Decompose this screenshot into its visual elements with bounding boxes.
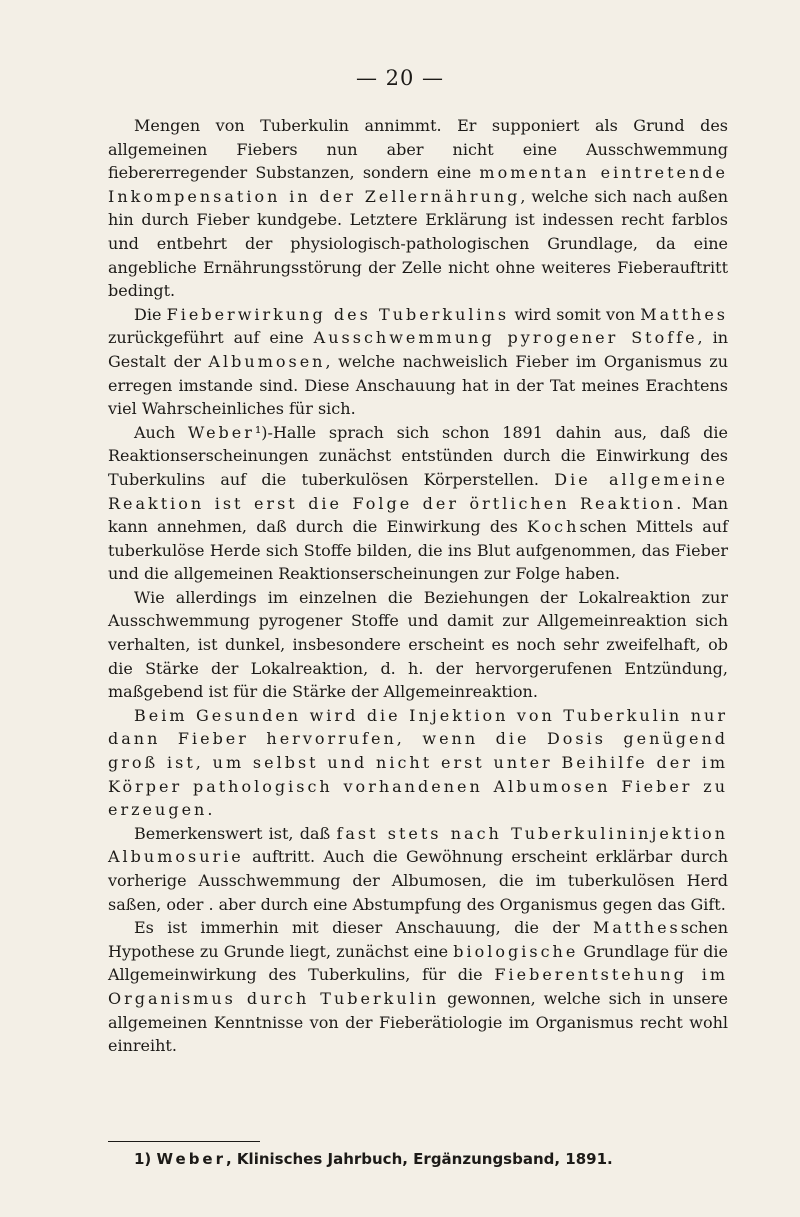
- text-run: , in Gestalt der: [108, 328, 728, 371]
- spaced-emphasis: Fieberentstehung im Organismus durch Tuberkulin: [108, 965, 728, 1008]
- text-run: 1): [134, 1150, 157, 1168]
- text-run: schen Mittels auf tuberkulöse Herde sich Stoffe bilden, die ins Blut aufgenommen, das Fieber und die allgemeinen Reaktionserscheinungen zur Folge haben.: [108, 517, 729, 584]
- spaced-emphasis: Weber: [156, 1150, 227, 1168]
- spaced-emphasis: momentan eintretende Inkompensation in der Zellernährung: [108, 163, 728, 206]
- spaced-emphasis: Matthes: [640, 304, 729, 324]
- text-run: zurückgeführt auf eine: [108, 328, 314, 348]
- paragraph: [108, 822, 728, 916]
- text-run: , welche sich nach außen hin durch Fieber kundgebe. Letztere Erklärung ist indessen recht farblos und entbehrt der physiologisch-pathologischen Grundlage, da eine angebliche Ernährungsstörung der Zelle nicht ohne weiteres Fieberauftritt bedingt.: [108, 186, 729, 301]
- text-run: Man kann annehmen, daß durch die Einwirkung des: [108, 493, 729, 537]
- text-run: , welche nachweislich Fieber im Organismus zu erregen imstande sind. Diese Anschauung hat in der Tat meines Erachtens viel Wahrscheinliches für sich.: [108, 351, 728, 419]
- page-number: — 20 —: [355, 66, 445, 90]
- spaced-emphasis: Albumosen: [208, 351, 326, 371]
- paragraph: [108, 916, 728, 1058]
- spaced-emphasis: Koch: [527, 517, 580, 537]
- text-run: Wie allerdings im einzelnen die Beziehungen der Lokalreaktion zur Ausschwemmung pyrogener Stoffe und damit zur Allgemeinreaktion sich verhalten, ist dunkel, insbesondere erscheint es noch sehr zweifelhaft, ob die Stärke der Lokalreaktion, d. h. der hervorgerufenen Entzündung, maßgebend ist für die Stärke der Allgemeinreaktion.: [108, 587, 728, 702]
- body-text: [108, 114, 728, 1058]
- text-run: Mengen von Tuberkulin annimmt. Er supponiert als Grund des allgemeinen Fiebers nun aber nicht eine Ausschwemmung fiebererregender Substanzen, sondern eine: [108, 116, 728, 183]
- text-run: Auch: [134, 422, 188, 442]
- spaced-emphasis: fast stets nach Tuberkulininjektion Albumosurie: [108, 823, 728, 867]
- spaced-emphasis: biologische: [453, 941, 579, 961]
- text-run: ¹)-Halle sprach sich schon 1891 dahin aus, daß die Reaktionserscheinungen zunächst entstünden durch die Einwirkung des Tuberkulins auf die tuberkulösen Körperstellen.: [108, 422, 728, 489]
- spaced-emphasis: Beim Gesunden wird die Injektion von Tuberkulin nur dann Fieber hervorrufen, wenn die Dosis genügend groß ist, um selbst und nicht erst unter Beihilfe der im Körper pathologisch vorhandenen Albumosen Fieber zu erzeugen.: [108, 705, 728, 820]
- text-run: schen Hypothese zu Grunde liegt, zunächst eine: [108, 918, 728, 961]
- text-run: Es ist immerhin mit dieser Anschauung, die der: [134, 918, 593, 938]
- paragraph: [108, 586, 728, 704]
- text-run: Grundlage für die Allgemeinwirkung des Tuberkulins, für die: [108, 941, 728, 985]
- paragraph: [108, 421, 728, 586]
- text-run: wird somit von: [509, 304, 641, 324]
- text-run: Bemerkenswert ist, daß: [134, 823, 337, 843]
- footnote: [134, 1150, 734, 1168]
- spaced-emphasis: Fieberwirkung des Tuberkulins: [166, 304, 510, 324]
- paragraph: [108, 114, 728, 303]
- paragraph: [108, 303, 728, 421]
- text-run: Die: [134, 304, 167, 324]
- spaced-emphasis: Weber: [187, 422, 255, 442]
- text-run: auftritt. Auch die Gewöhnung erscheint erklärbar durch vorherige Ausschwemmung der Albumosen, die im tuberkulösen Herd saßen, oder . aber durch eine Abstumpfung des Organismus gegen das Gift.: [108, 847, 728, 914]
- text-run: gewonnen, welche sich in unsere allgemeinen Kenntnisse von der Fieberätiologie im Organismus recht wohl einreiht.: [108, 988, 729, 1056]
- footnote-rule: [108, 1141, 260, 1142]
- spaced-emphasis: Die allgemeine Reaktion ist erst die Folge der örtlichen Reaktion.: [108, 469, 728, 513]
- paragraph: [108, 704, 728, 822]
- spaced-emphasis: Ausschwemmung pyrogener Stoffe: [313, 328, 698, 348]
- spaced-emphasis: Matthes: [592, 918, 681, 938]
- text-run: , Klinisches Jahrbuch, Ergänzungsband, 1891.: [226, 1150, 613, 1168]
